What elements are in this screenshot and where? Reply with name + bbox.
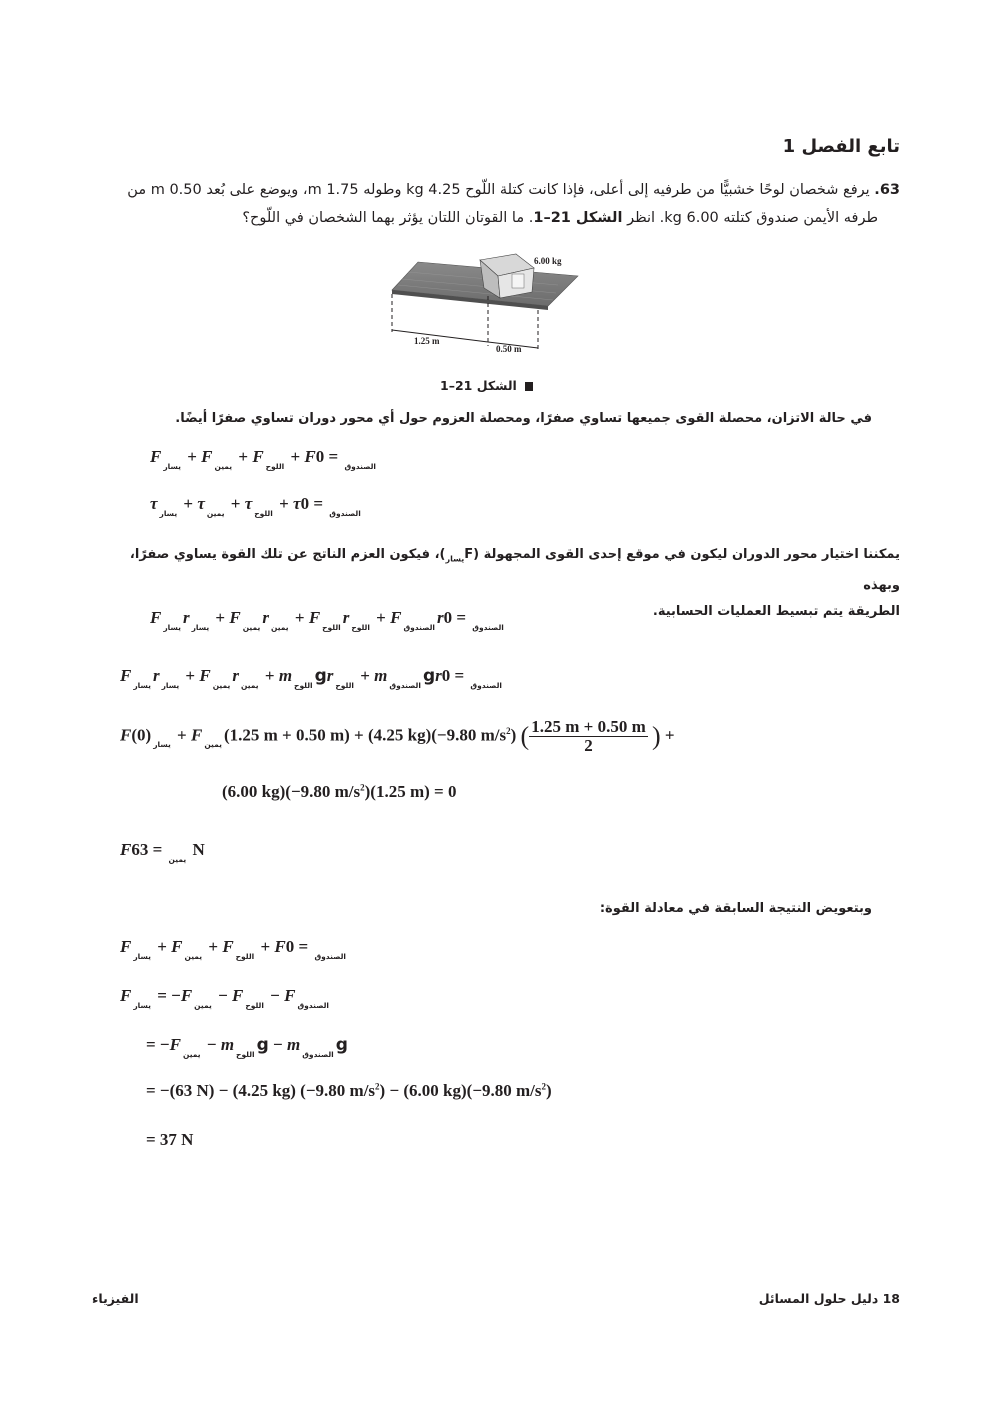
sub-left: يسار [133,952,151,961]
problem-line-2 [80,204,900,232]
sub-right: يمين [240,681,259,690]
eq-zero: 0 [441,666,451,685]
fraction [529,718,648,755]
fraction-denominator: 2 [584,736,593,755]
torque-sum-equation: $\tau_{يسار} + \tau_{يمين} + \tau_{اللوح} + \tau_{الصندوق} = 0$ [150,494,361,518]
torque-values-continued: (6.00 kg)(−9.80 $m/s^2)(1.25$ m) = 0 [222,782,457,801]
sub-right: يمين [194,1001,212,1010]
torque-terms: (1.25 m + 0.50 m) + (4.25 kg)(−9.80 m/s [223,725,507,745]
sub-right: يمين [212,681,231,690]
pivot-line-1 [90,542,900,599]
mass-label: 6.00 kg [534,256,562,266]
sub-right: يمين [242,623,261,632]
sub-left: يسار [163,462,181,471]
cont-end: )(1.25 m) = 0 [364,782,457,801]
substitute-text: وبتعويض النتيجة السابقة في معادلة القوة: [599,901,872,916]
sub-board: اللوح [245,1001,264,1010]
f-right-result: $F_{يمين} = 63$ N [120,840,205,864]
sub-box: الصندوق [329,509,361,518]
sub-left: يسار [133,681,151,690]
force-sum-equation: $F_{يسار} + F_{يمين} + F_{اللوح} + F_{الصندوق} = 0$ [150,447,376,471]
sub-left: يسار [445,554,465,564]
problem-statement [80,176,900,232]
problem-text-1: يرفع شخصان لوحًا خشبيًّا من طرفيه إلى أعلى، فإذا كانت كتلة اللّوح 4.25 kg وطوله 1.75 m، ويوضع على بُعد 0.50 m من [127,182,870,198]
sub-left: يسار [191,623,210,632]
caption-text: الشكل 21–1 [440,378,517,393]
problem-text-2a: طرفه الأيمن صندوق كتلته 6.00 kg. انظر [622,210,878,226]
sub-board: اللوح [265,462,285,471]
sub-left: يسار [133,1001,151,1010]
cont-terms: (6.00 kg)(−9.80 m/s [222,782,361,801]
figure-caption [440,378,533,393]
sub-board: اللوح [254,509,273,518]
torque-values-equation: $F_{يسار}(0) + F_{يمين}(1.25$ m + 0.50 m) + (4.25 kg)(−9.80 $m/s^2$) ( $\frac{1.25 m + 0.50 m}{2}$ ) + [120,717,675,755]
sub-left: يسار [153,740,171,750]
sub-left: يسار [159,509,178,518]
sub-left: يسار [161,681,180,690]
figure-board-box [388,252,598,362]
problem-text-2b: . ما القوتان اللتان يؤثر بهما الشخصان في اللّوح؟ [242,210,534,226]
sub-box: الصندوق [344,462,376,471]
equilibrium-intro: في حالة الاتزان، محصلة القوى جميعها تساوي صفرًا، ومحصلة العزوم حول أي محور دوران تساوي صفرًا أيضًا. [175,411,872,426]
sub-box: الصندوق [472,623,504,632]
eq-zero: 0 [443,608,453,627]
eq-zero: 0 [315,447,325,466]
footer-subject: الفيزياء [92,1291,139,1306]
sub-box: الصندوق [314,952,346,961]
sub-right: يمين [168,855,187,864]
sub-board: اللوح [335,681,354,690]
sub-board: اللوح [351,623,370,632]
torque-expanded-equation: $F_{يسار}r_{يسار} + F_{يمين}r_{يمين} + F_{اللوح}r_{اللوح} + F_{الصندوق}r_{الصندوق} = 0$ [150,608,504,632]
chapter-heading: تابع الفصل 1 [782,136,900,157]
sub-box: الصندوق [389,681,421,690]
f-left-mass-equation: = $-F_{يمين} - m_{اللوح}$ $g - m_{الصندوق}$ g [146,1035,348,1059]
sub-box: الصندوق [297,1001,329,1010]
pivot-text-a: يمكننا اختيار محور الدوران ليكون في موقع إحدى القوى المجهولة (F [464,547,900,562]
sub-right: يمين [184,952,203,961]
figure-reference: الشكل 21–1 [533,210,623,226]
sub-box: الصندوق [302,1050,334,1059]
subst-values-b: ) − (6.00 kg)(−9.80 m/s [379,1081,542,1100]
sub-right: يمين [270,623,289,632]
sub-left: يسار [163,623,181,632]
sub-box: الصندوق [470,681,502,690]
torque-mass-equation: $F_{يسار}r_{يسار} + F_{يمين}r_{يمين} + m_{اللوح}$ $gr_{اللوح} + m_{الصندوق}$ $gr_{الصندوق} = 0$ [120,666,502,690]
dimension-left-label: 1.25 m [414,336,440,346]
eq-zero: 0 [300,494,310,513]
f-left-values: = −(63 N) − (4.25 kg) (−9.80 $m/s^2) - (6.00$ kg)(−9.80 $m/s^2$) [146,1081,552,1100]
sub-board: اللوح [294,681,313,690]
dimension-right-label: 0.50 m [496,344,522,354]
force-sum-equation-2: $F_{يسار} + F_{يمين} + F_{اللوح} + F_{الصندوق} = 0$ [120,937,346,961]
sub-board: اللوح [235,952,255,961]
subst-values-a: = −(63 N) − (4.25 kg) (−9.80 m/s [146,1081,376,1100]
sub-board: اللوح [322,623,341,632]
sub-right: يمين [204,740,222,750]
eq-zero: 0 [285,937,295,956]
problem-number: 63. [874,182,900,198]
sub-right: يمين [206,509,225,518]
final-result: = 37 N [146,1130,194,1149]
f-left-equation: $F_{يسار} = -F_{يمين} - F_{اللوح} - F_{الصندوق}$ [120,986,329,1010]
footer-page: 18 دليل حلول المسائل [758,1291,900,1306]
sub-board: اللوح [236,1050,255,1059]
caption-square-icon [525,382,533,391]
problem-line-1 [80,176,900,204]
pivot-text-b: )، فيكون العزم الناتج عن تلك القوة يساوي صفرًا، وبهذه [129,547,900,593]
pivot-line-2: الطريقة يتم تبسيط العمليات الحسابية. [652,603,900,619]
sub-box: الصندوق [403,623,435,632]
result-value: = 63 N [131,840,205,859]
sub-right: يمين [182,1050,201,1059]
box-label [512,274,524,288]
sub-right: يمين [214,462,233,471]
fraction-numerator: 1.25 m + 0.50 m [531,717,646,736]
